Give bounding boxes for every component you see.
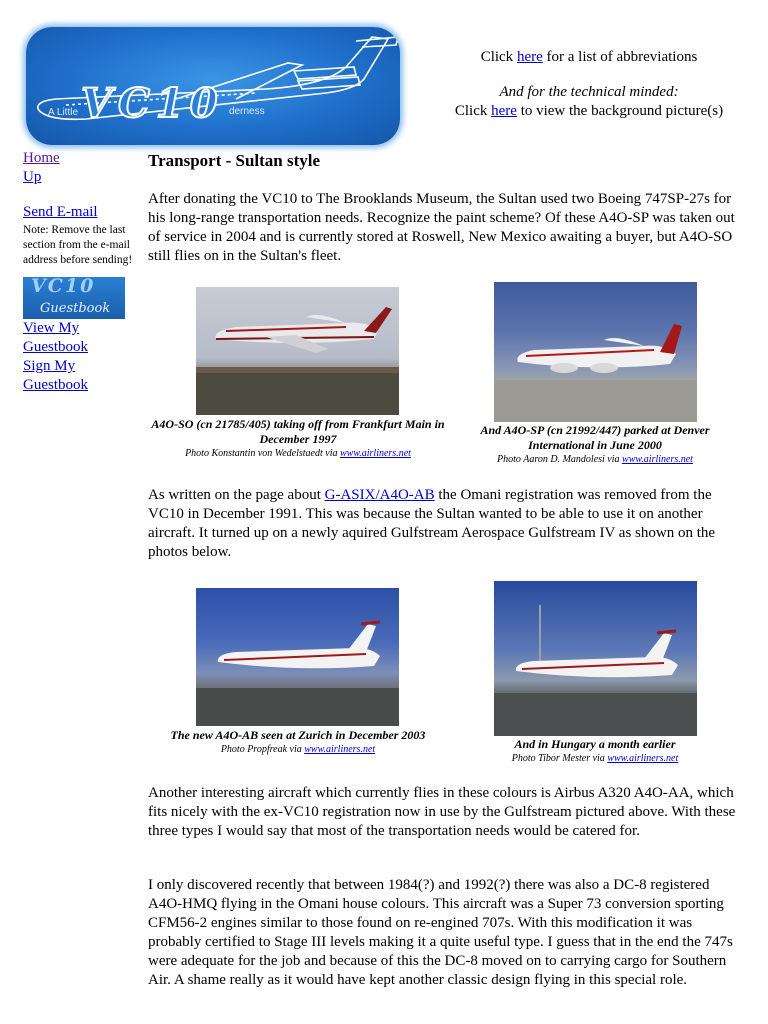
guestbook-logo-subtitle: Guestbook <box>40 301 111 316</box>
send-email-link[interactable]: Send E-mail <box>23 204 98 220</box>
guestbook-logo-title: VC10 <box>31 275 96 297</box>
airbus-paragraph: Another interesting aircraft which currently flies in these colours is Airbus A320 A4O-AA, which fits nicely with the ex-VC10 registration now in use by the Gulfstream pictured above. With these three types I would say that most of the transportation needs would be catered for. <box>148 785 736 839</box>
photo-credit-3-text: Photo Propfreak via <box>220 744 305 755</box>
vc10-aircraft-outline <box>26 27 400 145</box>
photo-caption-3 <box>150 728 446 756</box>
guestbook-logo[interactable] <box>23 277 125 319</box>
photo-credit-1-text: Photo Konstantin von Wedelstaedt via <box>185 448 340 459</box>
technical-minded-text: And for the technical minded: <box>499 84 679 100</box>
sign-guestbook-link[interactable]: Sign My Guestbook <box>23 358 88 393</box>
photo-gulfstream-zurich-image <box>196 588 399 726</box>
banner-left-text: A Little <box>48 107 79 118</box>
intro-paragraph: After donating the VC10 to The Brooklands Museum, the Sultan used two Boeing 747SP-27s for his long-range transportation needs. Recognize the paint scheme? Of these A4O-SP was taken out of service in 2004 and is currently stored at Roswell, New Mexico awaiting a buyer, but A4O-SO still flies on in the Sultan's fleet. <box>148 191 735 264</box>
airliners-link-3[interactable]: www.airliners.net <box>304 744 376 755</box>
email-note: Note: Remove the last section from the e-mail address before sending! <box>23 224 133 266</box>
photo-caption-1-title: A4O-SO (cn 21785/405) taking off from Frankfurt Main in December 1997 <box>151 417 445 446</box>
background-picture-link[interactable]: here <box>491 103 517 119</box>
vc10-banner-logo <box>26 27 400 145</box>
abbreviations-text-pre: Click <box>480 49 517 65</box>
nav-up-link[interactable]: Up <box>23 169 42 185</box>
airliners-link-4[interactable]: www.airliners.net <box>607 753 679 764</box>
photo-credit-3 <box>150 743 446 756</box>
photo-credit-2-text: Photo Aaron D. Mandolesi via <box>497 454 623 465</box>
page-title: Transport - Sultan style <box>148 151 321 170</box>
view-guestbook-link[interactable]: View My Guestbook <box>23 320 88 355</box>
photo-caption-4-title: And in Hungary a month earlier <box>514 737 676 751</box>
banner-title: VC10 <box>81 80 224 127</box>
photo-gulfstream-hungary-image <box>494 581 697 736</box>
banner-right-text: derness <box>229 106 265 117</box>
registration-paragraph <box>148 486 742 562</box>
photo-credit-1 <box>150 447 446 460</box>
left-navigation <box>23 149 135 395</box>
dc8-paragraph: I only discovered recently that between 1984(?) and 1992(?) there was also a DC-8 registered A4O-HMQ flying in the Omani house colours. This aircraft was a Super 73 conversion sporting CFM56-2 engines similar to those found on re-engined 707s. With this modification it was probably certified to Stage III levels making it a quite useful type. I guess that in the end the 747s were adequate for the job and because of this the DC-8 moved on to carrying cargo for Southern Air. A shame really as it would have kept another classic design flying in this special role. <box>148 877 733 988</box>
main-content <box>148 150 742 266</box>
registration-text-post: the Omani registration was removed from the VC10 in December 1991. This was because the Sultan wanted to be able to use it on another aircraft. It turned up on a newly aquired Gulfstream Aerospace Gulfstream IV as shown on the photos below. <box>148 487 716 560</box>
photo-credit-2 <box>454 453 736 466</box>
photo-caption-4 <box>454 737 736 765</box>
photo-caption-1 <box>150 417 446 460</box>
photo-747sp-frankfurt[interactable] <box>196 287 399 415</box>
nav-home-link[interactable]: Home <box>23 150 60 166</box>
background-text-post: to view the background picture(s) <box>516 103 724 119</box>
abbreviations-link[interactable]: here <box>516 49 543 65</box>
background-picture-line <box>420 102 758 121</box>
photo-caption-2-title: And A4O-SP (cn 21992/447) parked at Denver International in June 2000 <box>480 423 710 452</box>
abbreviations-line <box>420 48 758 67</box>
photo-caption-3-title: The new A4O-AB seen at Zurich in December 2003 <box>170 728 426 742</box>
airliners-link-1[interactable]: www.airliners.net <box>339 448 411 459</box>
airliners-link-2[interactable]: www.airliners.net <box>622 454 693 465</box>
photo-credit-4 <box>454 752 736 765</box>
photo-747sp-denver[interactable] <box>494 282 697 422</box>
header-links <box>420 48 758 121</box>
photo-credit-4-text: Photo Tibor Mester via <box>511 753 608 764</box>
photo-747sp-frankfurt-image <box>196 287 399 415</box>
photo-gulfstream-zurich[interactable] <box>196 588 399 726</box>
g-asix-link[interactable]: G-ASIX/A4O-AB <box>324 487 435 503</box>
background-text-pre: Click <box>454 103 492 119</box>
photo-gulfstream-hungary[interactable] <box>494 581 697 736</box>
abbreviations-text-post: for a list of abbreviations <box>542 49 698 65</box>
registration-text-pre: As written on the page about <box>148 487 325 503</box>
photo-747sp-denver-image <box>494 282 697 422</box>
photo-caption-2 <box>454 423 736 466</box>
